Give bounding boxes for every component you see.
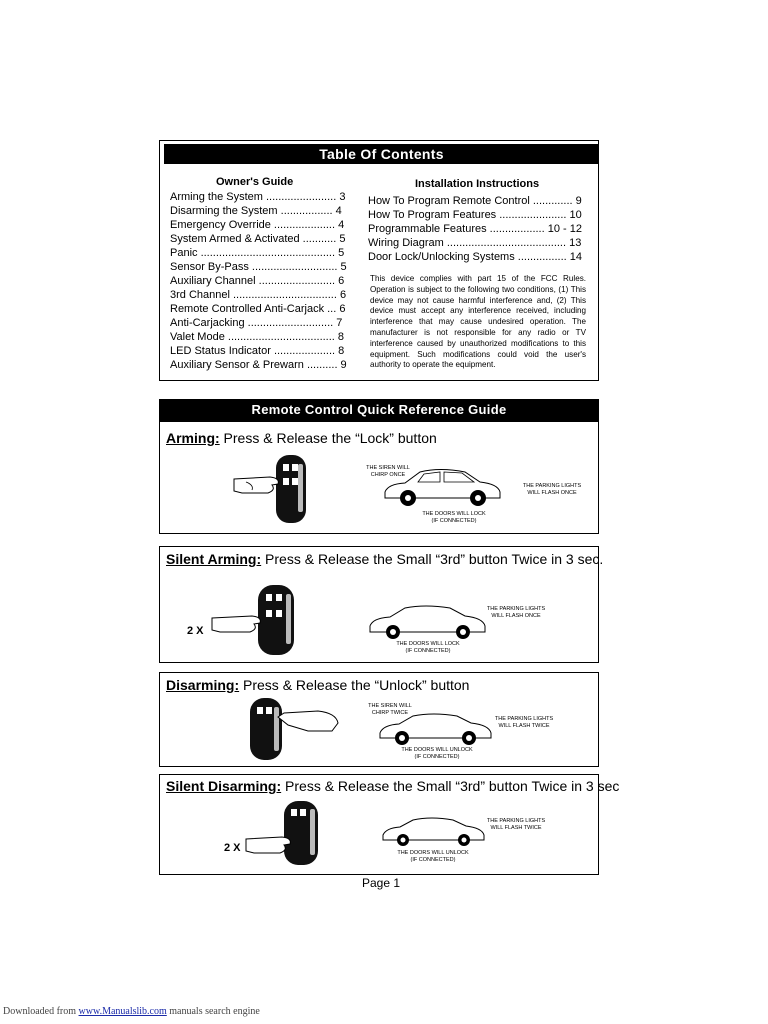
toc-item[interactable]: Wiring Diagram ....................................... 13 xyxy=(368,237,582,249)
parking-lights-note: THE PARKING LIGHTS WILL FLASH TWICE xyxy=(486,818,546,831)
parking-lights-note: THE PARKING LIGHTS WILL FLASH ONCE xyxy=(522,483,582,496)
doors-note: THE DOORS WILL LOCK (IF CONNECTED) xyxy=(422,511,486,524)
section-title xyxy=(166,551,603,567)
doors-note: THE DOORS WILL UNLOCK (IF CONNECTED) xyxy=(397,850,469,863)
toc-item[interactable]: Sensor By-Pass ............................ 5 xyxy=(170,261,347,273)
toc-item[interactable]: 3rd Channel .................................. 6 xyxy=(170,289,347,301)
toc-item[interactable]: Arming the System ....................... 3 xyxy=(170,191,346,203)
footer-suffix: manuals search engine xyxy=(166,1006,260,1017)
section-instruction: Press & Release the Small “3rd” button Twice in 3 sec. xyxy=(261,551,604,567)
siren-note: THE SIREN WILL CHIRP ONCE xyxy=(366,465,410,478)
arming-section xyxy=(159,421,599,534)
owners-guide-heading: Owner's Guide xyxy=(216,176,294,188)
times-label: 2 X xyxy=(224,842,241,854)
section-instruction: Press & Release the “Lock” button xyxy=(219,430,437,446)
silent-arming-section xyxy=(159,546,604,663)
section-title xyxy=(166,778,619,794)
owners-guide-list xyxy=(170,190,354,372)
hand-pressing-remote-icon xyxy=(210,582,300,657)
section-instruction: Press & Release the Small “3rd” button Twice in 3 sec xyxy=(281,778,620,794)
hand-pressing-remote-icon xyxy=(248,695,348,765)
car-icon xyxy=(365,602,490,642)
doors-note: THE DOORS WILL UNLOCK (IF CONNECTED) xyxy=(401,747,473,760)
car-icon xyxy=(375,711,495,747)
parking-lights-note: THE PARKING LIGHTS WILL FLASH TWICE xyxy=(494,716,554,729)
parking-lights-note: THE PARKING LIGHTS WILL FLASH ONCE xyxy=(486,606,546,619)
hand-pressing-remote-icon xyxy=(232,452,312,527)
doors-note: THE DOORS WILL LOCK (IF CONNECTED) xyxy=(396,641,460,654)
car-icon xyxy=(378,815,488,849)
toc-item[interactable]: Auxiliary Sensor & Prewarn .......... 9 xyxy=(170,359,347,371)
toc-item[interactable]: Emergency Override .................... 4 xyxy=(170,219,345,231)
manualslib-link[interactable]: www.Manualslib.com xyxy=(78,1006,167,1017)
footer-prefix: Downloaded from xyxy=(3,1006,79,1017)
toc-item[interactable]: Programmable Features .................. 10 - 12 xyxy=(368,223,582,235)
toc-item[interactable]: Valet Mode ................................... 8 xyxy=(170,331,345,343)
toc-item[interactable]: LED Status Indicator .................... 8 xyxy=(170,345,345,357)
page-number: Page 1 xyxy=(362,876,401,890)
section-instruction: Press & Release the “Unlock” button xyxy=(239,677,470,693)
quick-reference-title: Remote Control Quick Reference Guide xyxy=(159,399,599,421)
toc-item[interactable]: System Armed & Activated ........... 5 xyxy=(170,233,346,245)
siren-note: THE SIREN WILL CHIRP TWICE xyxy=(368,703,412,716)
toc-item[interactable]: Panic ............................................ 5 xyxy=(170,247,345,259)
installation-list xyxy=(368,194,590,264)
toc-item[interactable]: Disarming the System ................. 4 xyxy=(170,205,342,217)
installation-heading: Installation Instructions xyxy=(415,178,540,190)
toc-item[interactable]: Auxiliary Channel ......................... 6 xyxy=(170,275,345,287)
table-of-contents xyxy=(159,140,599,381)
disarming-section xyxy=(159,672,599,767)
download-footer xyxy=(3,1006,260,1017)
toc-item[interactable]: How To Program Features ...................... 10 xyxy=(368,209,582,221)
times-label: 2 X xyxy=(187,625,204,637)
section-title xyxy=(166,430,437,446)
toc-item[interactable]: Anti-Carjacking ............................ 7 xyxy=(170,317,343,329)
silent-disarming-section xyxy=(159,774,620,875)
section-lead: Arming: xyxy=(166,430,220,446)
section-lead: Silent Arming: xyxy=(166,551,262,567)
section-lead: Disarming: xyxy=(166,677,240,693)
fcc-compliance-note: This device complies with part 15 of the FCC Rules. Operation is subject to the following two conditions, (1) This device may not cause harmful interference and, (2) This device must accept any interference received, including interference that may cause undesired operation. The manufacturer is not responsible for any radio or TV interference caused by unauthorized modifications to this equipment. Such modifications could void the user's authority to operate the equipment. xyxy=(370,274,586,370)
toc-item[interactable]: How To Program Remote Control ............. 9 xyxy=(368,195,582,207)
toc-item[interactable]: Door Lock/Unlocking Systems ................ 14 xyxy=(368,251,582,263)
hand-pressing-remote-icon xyxy=(244,799,334,869)
toc-title: Table Of Contents xyxy=(164,144,599,164)
section-lead: Silent Disarming: xyxy=(166,778,282,794)
section-title xyxy=(166,677,469,693)
toc-item[interactable]: Remote Controlled Anti-Carjack ... 6 xyxy=(170,303,346,315)
